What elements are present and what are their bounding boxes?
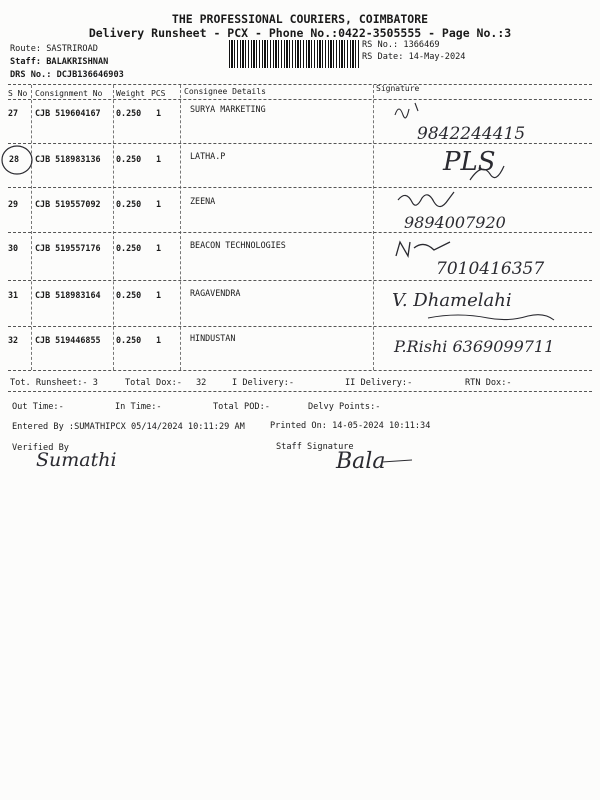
total-dox-value: 32 xyxy=(196,378,207,388)
total-dox-label: Total Dox:- xyxy=(125,378,182,388)
row-consignee: HINDUSTAN xyxy=(190,333,236,343)
signature-row-27 xyxy=(385,95,595,145)
rs-date: RS Date: 14-May-2024 xyxy=(362,52,466,62)
row-consignment: CJB 519604167 xyxy=(35,108,101,118)
row-consignee: LATHA.P xyxy=(190,151,226,161)
staff-signature xyxy=(330,440,450,480)
row-pcs: 1 xyxy=(156,108,162,118)
svg-text:9842244415: 9842244415 xyxy=(417,124,526,144)
summary-rule xyxy=(8,391,592,392)
row-consignment: CJB 519446855 xyxy=(35,335,101,345)
entered-by: Entered By :SUMATHIPCX 05/14/2024 10:11:29 AM xyxy=(12,422,245,432)
verifier-signature xyxy=(30,440,180,480)
total-pod: Total POD:- xyxy=(213,402,270,412)
row-sno: 31 xyxy=(8,290,19,300)
row-weight: 0.250 xyxy=(116,290,142,300)
tot-runsheet: Tot. Runsheet:- 3 xyxy=(10,378,98,388)
col-consignment: Consignment No xyxy=(35,89,103,98)
row-consignment: CJB 519557176 xyxy=(35,243,101,253)
col-divider xyxy=(31,85,32,370)
drs-number: DRS No.: DCJB136646903 xyxy=(10,70,124,80)
col-divider xyxy=(180,85,181,370)
route-label: Route: SASTRIROAD xyxy=(10,44,98,54)
col-sno: S No xyxy=(8,89,28,98)
col-consignee: Consignee Details xyxy=(184,87,266,96)
signature-row-32 xyxy=(390,326,600,366)
row-consignment: CJB 519557092 xyxy=(35,199,101,209)
printed-on: Printed On: 14-05-2024 10:11:34 xyxy=(270,421,431,431)
row-sno: 29 xyxy=(8,199,19,209)
delvy-points: Delvy Points:- xyxy=(308,402,381,412)
table-bottom-rule xyxy=(8,370,592,371)
svg-text:Sumathi: Sumathi xyxy=(36,449,117,471)
signature-row-31 xyxy=(388,280,598,328)
verified-by-label: Verified By xyxy=(12,443,69,453)
col-divider xyxy=(113,85,114,370)
signature-row-29 xyxy=(390,184,590,234)
row-consignee: RAGAVENDRA xyxy=(190,288,241,298)
svg-text:V. Dhamelahi: V. Dhamelahi xyxy=(392,290,512,311)
ii-delivery: II Delivery:- xyxy=(345,378,413,388)
table-top-rule xyxy=(8,84,592,85)
col-divider xyxy=(373,85,374,370)
row-pcs: 1 xyxy=(156,199,162,209)
row-pcs: 1 xyxy=(156,243,162,253)
row-pcs: 1 xyxy=(156,154,162,164)
row-weight: 0.250 xyxy=(116,154,142,164)
in-time: In Time:- xyxy=(115,402,162,412)
rs-number: RS No.: 1366469 xyxy=(362,40,440,50)
out-time: Out Time:- xyxy=(12,402,64,412)
row-weight: 0.250 xyxy=(116,199,142,209)
svg-text:Bala: Bala xyxy=(336,449,386,474)
barcode xyxy=(229,40,359,68)
row-consignment: CJB 518983164 xyxy=(35,290,101,300)
col-signature: Signature xyxy=(376,84,420,93)
col-weight: Weight xyxy=(116,89,145,98)
svg-text:9894007920: 9894007920 xyxy=(404,213,506,232)
row-consignee: ZEENA xyxy=(190,196,216,206)
row-consignee: SURYA MARKETING xyxy=(190,104,266,114)
row-weight: 0.250 xyxy=(116,108,142,118)
row-pcs: 1 xyxy=(156,290,162,300)
row-consignment: CJB 518983136 xyxy=(35,154,101,164)
i-delivery: I Delivery:- xyxy=(232,378,295,388)
rtn-dox: RTN Dox:- xyxy=(465,378,512,388)
company-title: THE PROFESSIONAL COURIERS, COIMBATORE xyxy=(171,12,429,26)
runsheet-subtitle: Delivery Runsheet - PCX - Phone No.:0422-3505555 - Page No.:3 xyxy=(88,26,512,40)
staff-label: Staff: BALAKRISHNAN xyxy=(10,57,109,67)
row-weight: 0.250 xyxy=(116,335,142,345)
svg-text:P.Rishi 6369099711: P.Rishi 6369099711 xyxy=(394,337,555,356)
row-sno: 28 xyxy=(9,154,20,164)
circle-mark xyxy=(0,140,40,180)
svg-text:7010416357: 7010416357 xyxy=(436,259,545,279)
svg-text:PLS: PLS xyxy=(443,147,496,177)
row-consignee: BEACON TECHNOLOGIES xyxy=(190,240,286,250)
col-pcs: PCS xyxy=(151,89,166,98)
row-sno: 30 xyxy=(8,243,19,253)
row-weight: 0.250 xyxy=(116,243,142,253)
row-sno: 32 xyxy=(8,335,19,345)
signature-row-30 xyxy=(390,232,590,282)
row-sno: 27 xyxy=(8,108,19,118)
staff-signature-label: Staff Signature xyxy=(276,442,354,452)
row-pcs: 1 xyxy=(156,335,162,345)
